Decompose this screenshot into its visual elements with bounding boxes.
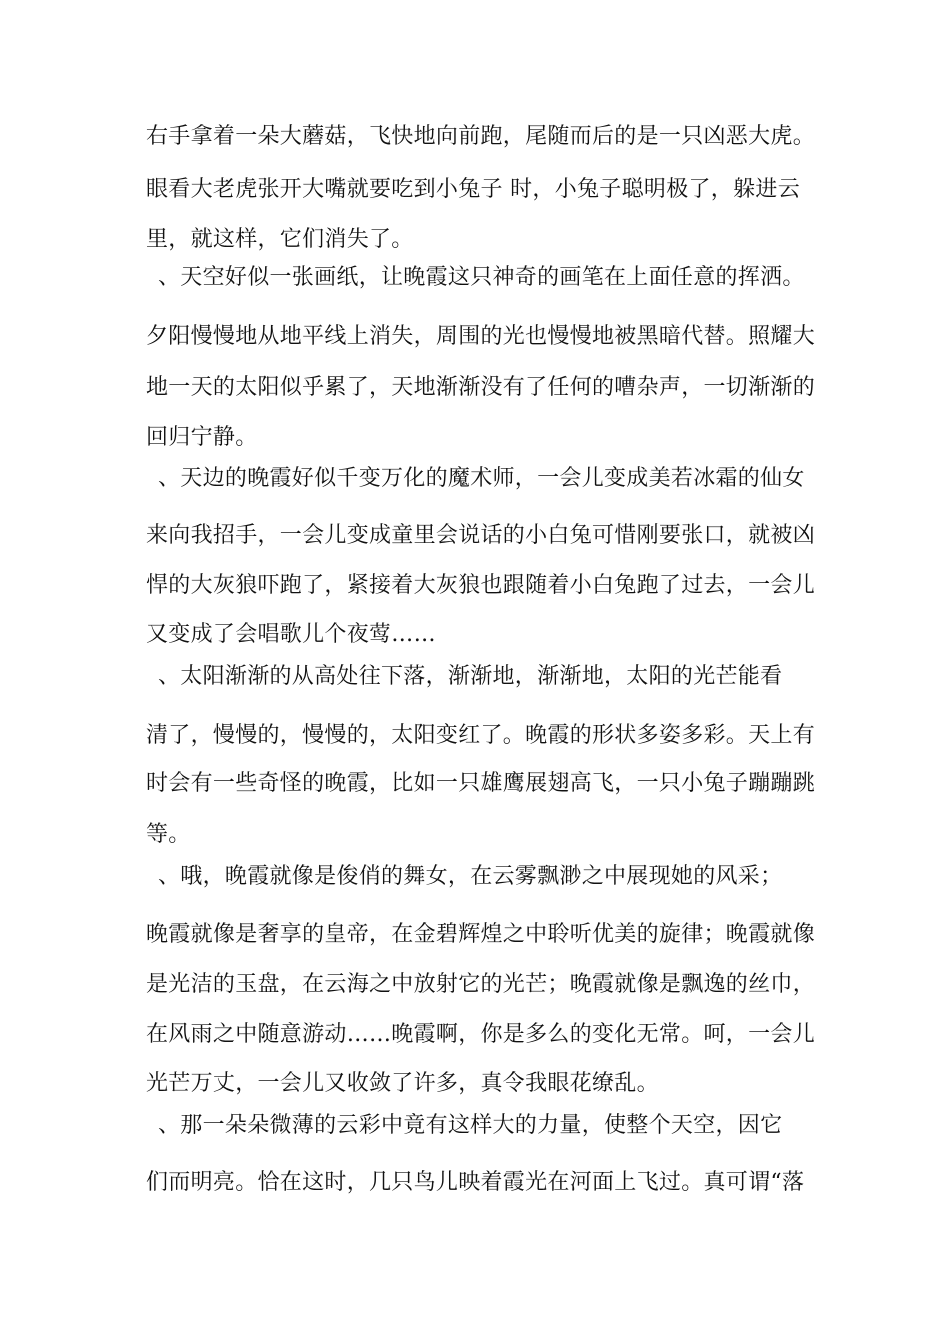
text-line: 右手拿着一朵大蘑菇，飞快地向前跑，尾随而后的是一只凶恶大虎。 — [146, 124, 816, 149]
text-line: 眼看大老虎张开大嘴就要吃到小兔子 时，小兔子聪明极了，躲进云 — [146, 177, 800, 202]
text-line: 在风雨之中随意游动……晚霞啊，你是多么的变化无常。呵，一会儿 — [146, 1022, 816, 1047]
text-line: 、哦，晚霞就像是俊俏的舞女，在云雾飘渺之中展现她的风采； — [158, 864, 783, 889]
text-line: 又变成了会唱歌儿个夜莺…… — [146, 622, 436, 647]
text-line: 时会有一些奇怪的晚霞，比如一只雄鹰展翅高飞，一只小兔子蹦蹦跳 — [146, 771, 816, 796]
text-line: 、太阳渐渐的从高处往下落，渐渐地，渐渐地，太阳的光芒能看 — [158, 664, 783, 689]
text-line: 等。 — [146, 822, 191, 847]
text-line: 来向我招手，一会儿变成童里会说话的小白兔可惜刚要张口，就被凶 — [146, 523, 816, 548]
text-line: 、天空好似一张画纸，让晚霞这只神奇的画笔在上面任意的挥洒。 — [158, 265, 805, 290]
text-line: 、那一朵朵微薄的云彩中竟有这样大的力量，使整个天空，因它 — [158, 1113, 783, 1138]
text-line: 清了，慢慢的，慢慢的，太阳变红了。晚霞的形状多姿多彩。天上有 — [146, 723, 816, 748]
text-line: 悍的大灰狼吓跑了，紧接着大灰狼也跟随着小白兔跑了过去，一会儿 — [146, 573, 816, 598]
text-line: 是光洁的玉盘，在云海之中放射它的光芒；晚霞就像是飘逸的丝巾， — [146, 972, 816, 997]
text-line: 里，就这样，它们消失了。 — [146, 227, 414, 252]
text-line: 、天边的晚霞好似千变万化的魔术师，一会儿变成美若冰霜的仙女 — [158, 466, 805, 491]
text-line: 们而明亮。恰在这时，几只鸟儿映着霞光在河面上飞过。真可谓“落 — [146, 1170, 805, 1195]
text-line: 光芒万丈，一会儿又收敛了许多，真令我眼花缭乱。 — [146, 1071, 659, 1096]
text-line: 夕阳慢慢地从地平线上消失，周围的光也慢慢地被黑暗代替。照耀大 — [146, 324, 816, 349]
text-line: 地一天的太阳似乎累了，天地渐渐没有了任何的嘈杂声，一切渐渐的 — [146, 375, 816, 400]
text-line: 回归宁静。 — [146, 425, 258, 450]
text-line: 晚霞就像是奢享的皇帝，在金碧辉煌之中聆听优美的旋律；晚霞就像 — [146, 922, 816, 947]
